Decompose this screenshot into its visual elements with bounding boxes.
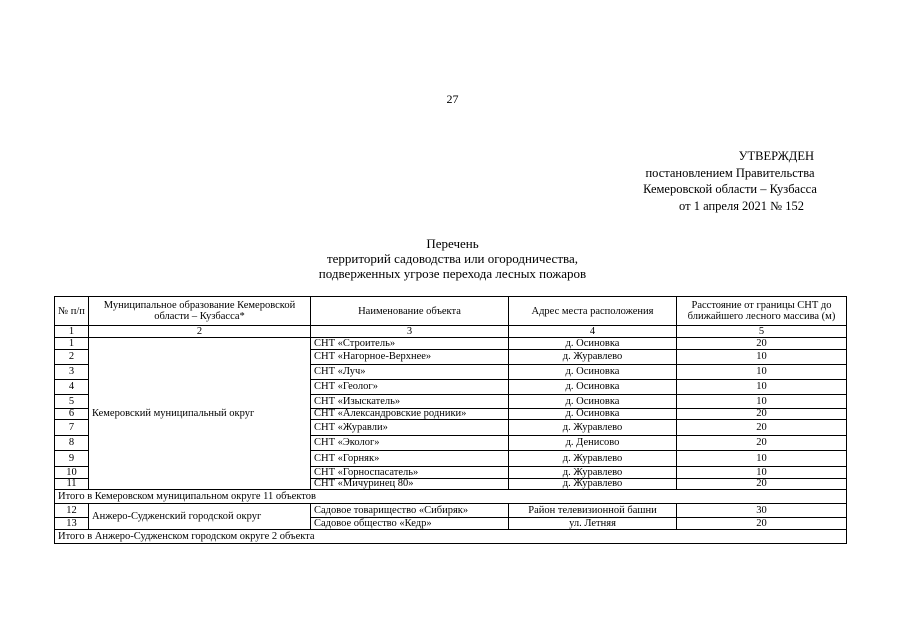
approval-line-2: постановлением Правительства xyxy=(645,165,815,180)
row-number: 5 xyxy=(55,395,89,409)
title-line-1: Перечень xyxy=(426,236,479,251)
row-number: 8 xyxy=(55,436,89,451)
col-number: 1 xyxy=(55,326,89,338)
col-number: 3 xyxy=(311,326,509,338)
col-number: 5 xyxy=(677,326,847,338)
address-cell: Район телевизионной башни xyxy=(509,504,677,518)
title-line-2: территорий садоводства или огородничества, xyxy=(326,251,578,266)
distance-cell: 20 xyxy=(677,409,847,420)
total-kemerovo: Итого в Кемеровском муниципальном округе 11 объектов xyxy=(55,490,847,504)
row-number: 6 xyxy=(55,409,89,420)
distance-cell: 10 xyxy=(677,365,847,380)
row-number: 11 xyxy=(55,479,89,490)
distance-cell: 20 xyxy=(677,479,847,490)
distance-cell: 10 xyxy=(677,451,847,467)
table-header-row xyxy=(55,297,847,326)
object-name-cell: СНТ «Луч» xyxy=(311,365,509,380)
object-name-cell: СНТ «Журавли» xyxy=(311,420,509,436)
row-number: 13 xyxy=(55,518,89,530)
page-number: 27 xyxy=(446,92,459,106)
object-name-cell: СНТ «Строитель» xyxy=(311,338,509,350)
distance-cell: 20 xyxy=(677,338,847,350)
approval-line-1: УТВЕРЖДЕН xyxy=(738,149,814,163)
distance-cell: 30 xyxy=(677,504,847,518)
row-number: 9 xyxy=(55,451,89,467)
title-line-3: подверженных угрозе перехода лесных пожаров xyxy=(318,266,587,281)
object-name-cell: Садовое товарищество «Сибиряк» xyxy=(311,504,509,518)
address-cell: д. Осиновка xyxy=(509,338,677,350)
col-number: 2 xyxy=(89,326,311,338)
distance-cell: 20 xyxy=(677,420,847,436)
row-number: 4 xyxy=(55,380,89,395)
col-number: 4 xyxy=(509,326,677,338)
table-row xyxy=(55,504,847,518)
distance-cell: 10 xyxy=(677,395,847,409)
header-num: № п/п xyxy=(55,297,89,326)
row-number: 1 xyxy=(55,338,89,350)
column-number-row xyxy=(55,326,847,338)
total-anzhero: Итого в Анжеро-Судженском городском округе 2 объекта xyxy=(55,530,847,544)
document-title xyxy=(0,236,905,281)
header-address: Адрес места расположения xyxy=(509,297,677,326)
row-number: 3 xyxy=(55,365,89,380)
distance-cell: 20 xyxy=(677,436,847,451)
header-distance: Расстояние от границы СНТ до ближайшего лесного массива (м) xyxy=(677,297,847,326)
object-name-cell: СНТ «Горноспасатель» xyxy=(311,467,509,479)
object-name-cell: СНТ «Изыскатель» xyxy=(311,395,509,409)
header-object-name: Наименование объекта xyxy=(311,297,509,326)
address-cell: д. Осиновка xyxy=(509,409,677,420)
approval-line-3: Кемеровской области – Кузбасса xyxy=(643,182,817,196)
address-cell: д. Осиновка xyxy=(509,380,677,395)
municipality-cell: Кемеровский муниципальный округ xyxy=(89,338,311,490)
distance-cell: 10 xyxy=(677,350,847,365)
group-anzhero-sudzhensk xyxy=(55,504,847,530)
address-cell: д. Журавлево xyxy=(509,467,677,479)
object-name-cell: СНТ «Геолог» xyxy=(311,380,509,395)
approval-stamp xyxy=(600,148,860,214)
object-name-cell: Садовое общество «Кедр» xyxy=(311,518,509,530)
total-row-anzhero xyxy=(55,530,847,544)
distance-cell: 10 xyxy=(677,467,847,479)
object-name-cell: СНТ «Горняк» xyxy=(311,451,509,467)
address-cell: д. Журавлево xyxy=(509,451,677,467)
distance-cell: 20 xyxy=(677,518,847,530)
table-row xyxy=(55,338,847,350)
row-number: 2 xyxy=(55,350,89,365)
municipality-cell: Анжеро-Судженский городской округ xyxy=(89,504,311,530)
address-cell: д. Журавлево xyxy=(509,479,677,490)
address-cell: д. Осиновка xyxy=(509,365,677,380)
address-cell: д. Денисово xyxy=(509,436,677,451)
row-number: 12 xyxy=(55,504,89,518)
address-cell: д. Журавлево xyxy=(509,420,677,436)
object-name-cell: СНТ «Мичуринец 80» xyxy=(311,479,509,490)
row-number: 10 xyxy=(55,467,89,479)
address-cell: д. Журавлево xyxy=(509,350,677,365)
address-cell: д. Осиновка xyxy=(509,395,677,409)
object-name-cell: СНТ «Эколог» xyxy=(311,436,509,451)
group-kemerovo xyxy=(55,338,847,490)
distance-cell: 10 xyxy=(677,380,847,395)
territories-table xyxy=(54,296,847,544)
header-municipality: Муниципальное образование Кемеровской области – Кузбасса* xyxy=(89,297,311,326)
object-name-cell: СНТ «Александровские родники» xyxy=(311,409,509,420)
row-number: 7 xyxy=(55,420,89,436)
total-row-kemerovo xyxy=(55,490,847,504)
address-cell: ул. Летняя xyxy=(509,518,677,530)
object-name-cell: СНТ «Нагорное-Верхнее» xyxy=(311,350,509,365)
approval-line-4: от 1 апреля 2021 № 152 xyxy=(679,198,804,213)
